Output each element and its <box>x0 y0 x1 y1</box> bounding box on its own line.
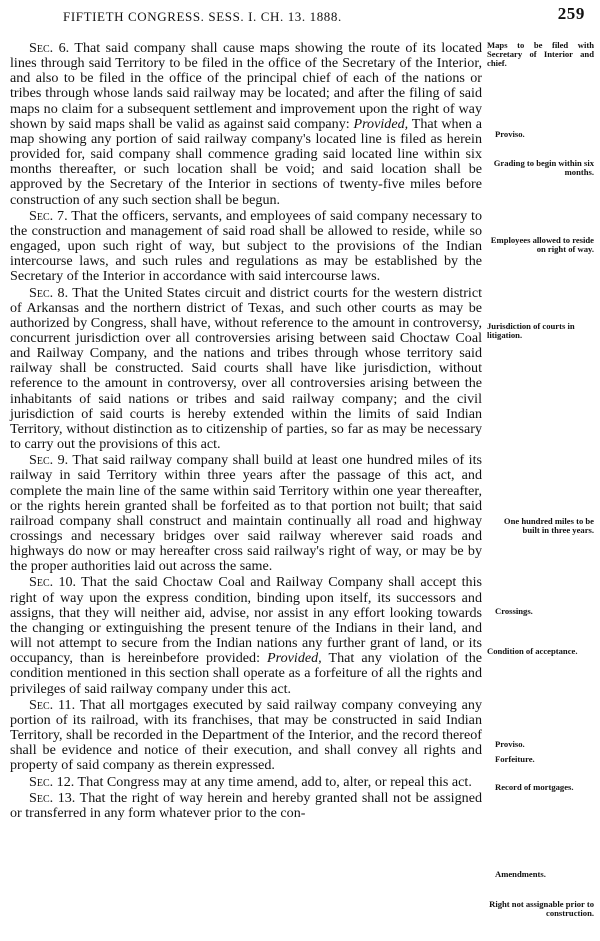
section-number: Sec. 6. <box>29 40 70 56</box>
section-8 <box>10 286 482 453</box>
section-6 <box>10 41 482 208</box>
section-12 <box>10 775 482 790</box>
margin-note-condition: Condition of acceptance. <box>487 646 578 656</box>
section-9 <box>10 453 482 574</box>
margin-note-not-assignable: Right not assignable prior to construction. <box>489 899 594 919</box>
section-number: Sec. 9. <box>29 452 69 469</box>
statute-text <box>10 41 482 822</box>
section-text: That Congress may at any time amend, add to, alter, or repeal this act. <box>74 773 472 790</box>
section-number: Sec. 11. <box>29 696 76 713</box>
section-13 <box>10 791 482 821</box>
proviso-word: Provided, <box>267 650 322 667</box>
margin-note-forfeiture: Forfeiture. <box>495 754 535 764</box>
section-text: That the officers, servants, and employees of said company necessary to the construction and management of said road shall be allowed to reside, while so engaged, upon such right of way, but subject to the provisions of the Indian intercourse laws, and such rules and regulations as may be established by the Secretary of the Interior in accordance with said intercourse laws. <box>10 207 483 285</box>
section-text: That said company shall cause maps showing the route of its located lines through said Territory to be filed in the office of the Secretary of the Interior, and also to be filed in the office of the principal chief of each of the nations or tribes through whose lands said railway may be located; and after the filing of said maps no claim for a subsequent settlement and improvement upon the right of way shown by said maps shall be valid as against said company: <box>10 40 482 132</box>
margin-note-maps-filed: Maps to be filed with Secretary of Interior and chief. <box>487 40 594 69</box>
margin-note-proviso: Proviso. <box>495 129 525 139</box>
section-7 <box>10 209 482 285</box>
section-10 <box>10 575 482 696</box>
section-number: Sec. 13. <box>29 789 76 806</box>
margin-note-employees: Employees allowed to reside on right of way. <box>490 235 594 255</box>
margin-note-crossings: Crossings. <box>495 606 533 616</box>
section-number: Sec. 10. <box>29 574 77 591</box>
running-head: FIFTIETH CONGRESS. SESS. I. CH. 13. 1888. <box>63 9 342 24</box>
section-11 <box>10 698 482 774</box>
section-text: That when a map showing any portion of said railway company's located line is filed as herein provided for, said company shall commence grading said located line within six months thereafter, or such location shall be void; and said location shall be approved by the Secretary of the Interior in sections of twenty-five miles before construction of any such section shall be begun. <box>10 115 482 208</box>
page-number: 259 <box>557 4 585 23</box>
running-header <box>63 4 585 26</box>
margin-note-amendments: Amendments. <box>495 869 546 879</box>
section-text: That the right of way herein and hereby granted shall not be assigned or transferred in any form whatever prior to the con- <box>10 789 482 821</box>
section-number: Sec. 7. <box>29 207 68 224</box>
section-number: Sec. 8. <box>29 284 69 301</box>
section-number: Sec. 12. <box>29 773 75 790</box>
margin-note-mortgages: Record of mortgages. <box>495 782 574 792</box>
section-text: That said railway company shall build at least one hundred miles of its railway in said Territory within three years after the passage of this act, and complete the main line of the same within said Territory within one year thereafter, or the rights herein granted shall be forfeited as to that portion not built; that said railroad company shall construct and maintain continually all road and highway crossings and necessary bridges over said railway wherever said roads and highways do now or may hereafter cross said railway's right of way, or may be by the proper authorities laid out across the same. <box>10 452 482 575</box>
section-text: That the United States circuit and district courts for the western district of Arkansas and the northern district of Texas, and such other courts as may be authorized by Congress, shall have, without reference to the amount in controversy, concurrent jurisdiction over all controversies arising between said Choctaw Coal and Railway Company, and the nations and tribes through whose territory said railway shall be constructed. Said courts shall have like jurisdiction, without reference to the amount in controversy, over all controversies arising between the inhabitants of said nations or tribes and said railway company; and the civil jurisdiction of said courts is hereby extended within the limits of said Indian Territory, without distinction as to citizenship of parties, so far as may be necessary to carry out the provisions of this act. <box>10 284 483 453</box>
margin-note-grading: Grading to begin within six months. <box>493 158 594 178</box>
margin-note-proviso-2: Proviso. <box>495 739 525 749</box>
section-text: That any violation of the condition mentioned in this section shall operate as a forfeiture of all the rights and privileges of said railway company under this act. <box>10 650 482 697</box>
margin-note-jurisdiction: Jurisdiction of courts in litigation. <box>487 321 575 341</box>
proviso-word: Provided, <box>353 115 409 132</box>
section-text: That the said Choctaw Coal and Railway Company shall accept this right of way upon the express condition, binding upon itself, its successors and assigns, that they will neither aid, advise, nor assist in any effort looking towards the changing or extinguishing the present tenure of the Indians in their land, and will not attempt to secure from the Indian nations any further grant of land, or its occupancy, than is hereinbefore provided: <box>10 574 483 667</box>
margin-note-hundred-miles: One hundred miles to be built in three years. <box>503 516 594 536</box>
section-text: That all mortgages executed by said railway company conveying any portion of its railroad, with its franchises, that may be constructed in said Indian Territory, shall be recorded in the Department of the Interior, and the record thereof shall be evidence and notice of their execution, and shall convey all rights and property of said company as therein expressed. <box>10 696 482 774</box>
